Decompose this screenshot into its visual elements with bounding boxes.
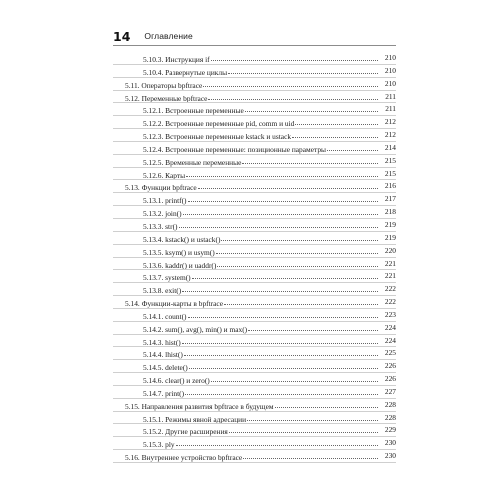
toc-entry-page-number: 219 bbox=[384, 232, 396, 242]
dot-leader bbox=[211, 372, 378, 382]
dot-leader bbox=[292, 128, 378, 138]
dot-leader bbox=[245, 102, 378, 112]
toc-entry-page-number: 230 bbox=[384, 451, 396, 461]
page-number: 14 bbox=[113, 28, 131, 44]
toc-entry-title: 5.12.3. Встроенные переменные kstack и ustack bbox=[143, 132, 292, 142]
toc-entry-title: 5.13.8. exit() bbox=[143, 286, 182, 296]
dot-leader bbox=[185, 385, 378, 395]
toc-entry-page-number: 211 bbox=[385, 104, 396, 114]
toc-entry-page-number: 228 bbox=[384, 412, 396, 422]
toc-entry-title: 5.13. Функции bpftrace bbox=[125, 183, 197, 193]
header-rule bbox=[113, 45, 396, 46]
toc-entry-title: 5.14.1. count() bbox=[143, 311, 187, 321]
toc-entry-page-number: 227 bbox=[384, 386, 396, 396]
toc-entry-title: 5.13.5. ksym() и usym() bbox=[143, 247, 215, 257]
toc-entry-page-number: 210 bbox=[384, 78, 396, 88]
dot-leader bbox=[203, 77, 378, 87]
page-header bbox=[113, 28, 396, 44]
dot-leader bbox=[248, 321, 378, 331]
dot-leader bbox=[327, 141, 378, 151]
toc-entry-page-number: 214 bbox=[384, 142, 396, 152]
toc-entry-title: 5.14.7. print() bbox=[143, 388, 185, 398]
dot-leader bbox=[247, 411, 378, 421]
toc-entry bbox=[113, 450, 396, 463]
toc-entry-title: 5.13.1. printf() bbox=[143, 196, 187, 206]
toc-entry-title: 5.11. Операторы bpftrace bbox=[125, 80, 203, 90]
toc-entry-page-number: 224 bbox=[384, 322, 396, 332]
toc-entry-page-number: 229 bbox=[384, 425, 396, 435]
toc-entry-page-number: 221 bbox=[384, 258, 396, 268]
toc-entry-title: 5.13.4. kstack() и ustack() bbox=[143, 234, 221, 244]
toc-entry-title: 5.12. Переменные bpftrace bbox=[125, 93, 208, 103]
toc-entry-title: 5.14.4. lhist() bbox=[143, 350, 183, 360]
toc-entry-page-number: 210 bbox=[384, 65, 396, 75]
toc-entry-page-number: 221 bbox=[384, 271, 396, 281]
toc-entry-page-number: 222 bbox=[384, 297, 396, 307]
toc-entry-page-number: 216 bbox=[384, 181, 396, 191]
dot-leader bbox=[217, 257, 378, 267]
toc-entry-page-number: 217 bbox=[384, 194, 396, 204]
dot-leader bbox=[295, 115, 378, 125]
dot-leader bbox=[229, 423, 378, 433]
toc-entry-page-number: 222 bbox=[384, 284, 396, 294]
toc-entry-title: 5.14.5. delete() bbox=[143, 363, 188, 373]
dot-leader bbox=[182, 282, 378, 292]
toc-entry-title: 5.13.3. str() bbox=[143, 221, 178, 231]
toc-entry-title: 5.15.1. Режимы явной адресации bbox=[143, 414, 247, 424]
toc-entry-page-number: 215 bbox=[384, 155, 396, 165]
table-of-contents bbox=[113, 52, 396, 463]
row-separator bbox=[113, 462, 396, 463]
toc-entry-page-number: 218 bbox=[384, 207, 396, 217]
toc-entry-page-number: 226 bbox=[384, 374, 396, 384]
dot-leader bbox=[192, 269, 378, 279]
dot-leader bbox=[189, 359, 378, 369]
toc-entry-title: 5.13.7. system() bbox=[143, 273, 191, 283]
dot-leader bbox=[275, 398, 378, 408]
toc-entry-title: 5.10.3. Инструкция if bbox=[143, 55, 210, 64]
toc-entry-title: 5.12.4. Встроенные переменные: позиционные параметры bbox=[143, 144, 326, 154]
dot-leader bbox=[243, 449, 378, 459]
toc-entry-title: 5.15.3. ply bbox=[143, 440, 175, 450]
toc-entry-title: 5.10.4. Развернутые циклы bbox=[143, 67, 228, 77]
toc-entry-page-number: 230 bbox=[384, 438, 396, 448]
toc-entry-page-number: 210 bbox=[384, 53, 396, 62]
toc-entry-page-number: 228 bbox=[384, 399, 396, 409]
toc-entry-title: 5.12.6. Карты bbox=[143, 170, 186, 180]
dot-leader bbox=[216, 244, 378, 254]
dot-leader bbox=[186, 167, 378, 177]
toc-entry-page-number: 215 bbox=[384, 168, 396, 178]
dot-leader bbox=[176, 436, 378, 446]
toc-entry-page-number: 223 bbox=[384, 309, 396, 319]
dot-leader bbox=[188, 192, 378, 202]
toc-entry-page-number: 219 bbox=[384, 219, 396, 229]
toc-entry-title: 5.13.6. kaddr() и uaddr() bbox=[143, 260, 217, 270]
toc-entry-title: 5.14.6. clear() и zero() bbox=[143, 376, 210, 386]
toc-entry-page-number: 224 bbox=[384, 335, 396, 345]
running-title: Оглавление bbox=[144, 31, 193, 41]
toc-entry-title: 5.15.2. Другие расширения bbox=[143, 427, 228, 437]
toc-entry-title: 5.14. Функции-карты в bpftrace bbox=[125, 299, 223, 309]
dot-leader bbox=[228, 64, 378, 74]
dot-leader bbox=[208, 90, 378, 100]
dot-leader bbox=[179, 218, 379, 228]
toc-entry-title: 5.12.5. Временные переменные bbox=[143, 157, 242, 167]
toc-entry-title: 5.13.2. join() bbox=[143, 209, 182, 219]
dot-leader bbox=[198, 179, 378, 189]
toc-entry-page-number: 225 bbox=[384, 348, 396, 358]
dot-leader bbox=[211, 51, 378, 61]
dot-leader bbox=[188, 308, 378, 318]
toc-entry-page-number: 211 bbox=[385, 91, 396, 101]
dot-leader bbox=[182, 334, 378, 344]
toc-entry-page-number: 226 bbox=[384, 361, 396, 371]
dot-leader bbox=[224, 295, 378, 305]
toc-entry-page-number: 212 bbox=[384, 117, 396, 127]
dot-leader bbox=[221, 231, 378, 241]
toc-entry-title: 5.15. Направления развития bpftrace в будущем bbox=[125, 401, 274, 411]
toc-entry-page-number: 220 bbox=[384, 245, 396, 255]
toc-entry-title: 5.14.3. hist() bbox=[143, 337, 181, 347]
dot-leader bbox=[183, 205, 378, 215]
toc-entry-title: 5.16. Внутреннее устройство bpftrace bbox=[125, 453, 243, 463]
toc-entry-title: 5.12.2. Встроенные переменные pid, comm и uid bbox=[143, 119, 295, 129]
toc-entry-title: 5.12.1. Встроенные переменные bbox=[143, 106, 244, 116]
dot-leader bbox=[242, 154, 378, 164]
dot-leader bbox=[184, 346, 378, 356]
toc-entry-title: 5.14.2. sum(), avg(), min() и max() bbox=[143, 324, 248, 334]
toc-entry-page-number: 212 bbox=[384, 130, 396, 140]
